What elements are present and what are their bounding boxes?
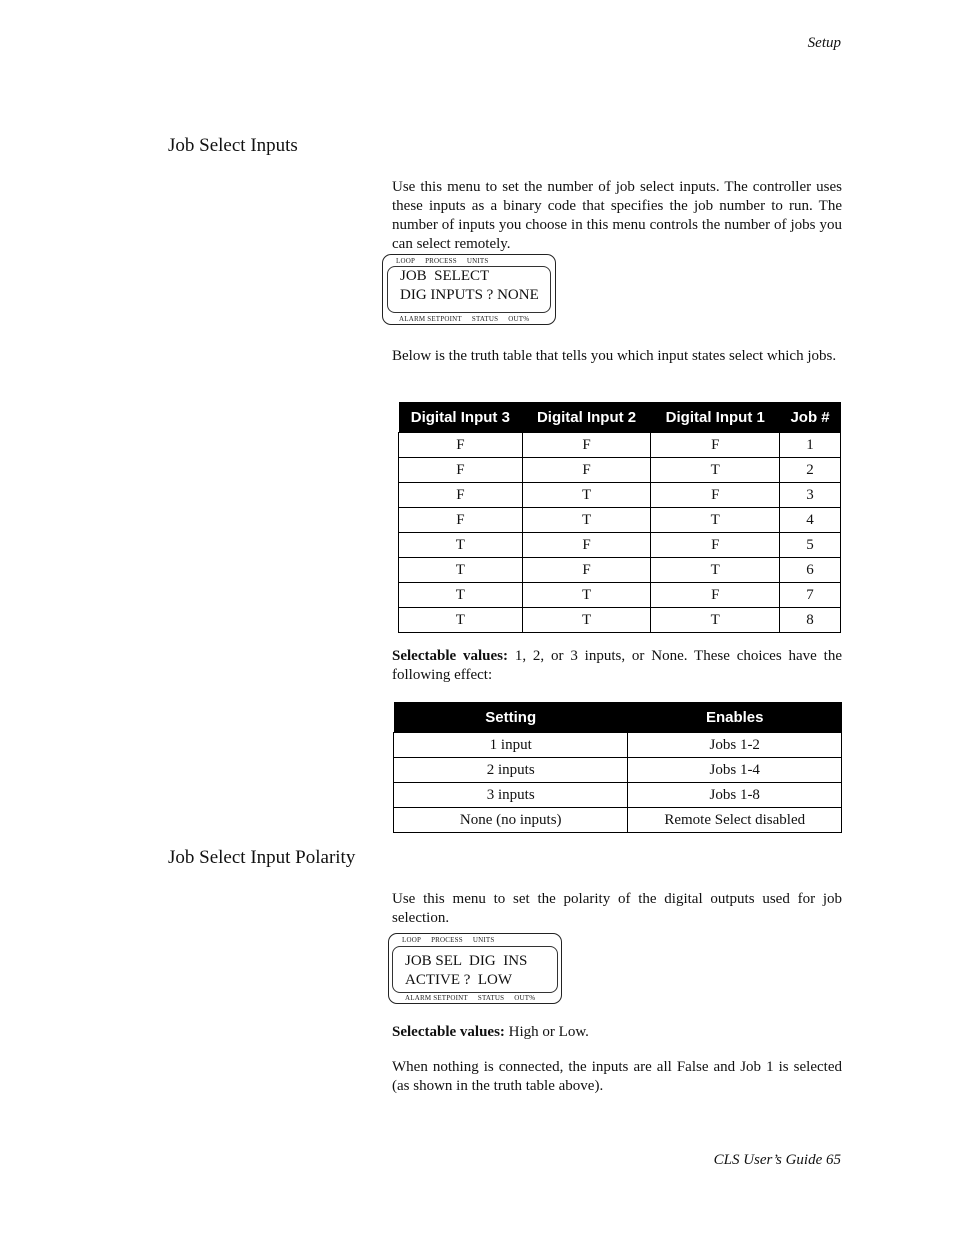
lcd-display-polarity — [388, 933, 562, 1004]
table-cell: F — [522, 458, 651, 483]
table-cell: T — [651, 608, 780, 633]
table-row — [399, 508, 841, 533]
lcd-top-labels — [396, 257, 498, 265]
table-row — [399, 558, 841, 583]
table-cell: F — [651, 583, 780, 608]
selectable-values-text: 1, 2, or 3 inputs, or None. These choices have the following effect: — [392, 648, 842, 683]
lcd-label-out: OUT% — [508, 315, 530, 323]
lcd-display-job-select — [382, 254, 556, 325]
column-header: Setting — [394, 702, 628, 733]
table-cell: 2 inputs — [394, 758, 628, 783]
polarity-intro-paragraph: Use this menu to set the polarity of the digital outputs used for job selection. — [392, 891, 842, 926]
table-cell: F — [399, 508, 523, 533]
lcd-label-alarm-setpoint: ALARM SETPOINT — [399, 315, 462, 323]
table-cell: T — [522, 483, 651, 508]
table-cell: Jobs 1-8 — [628, 783, 842, 808]
table-cell: 7 — [780, 583, 841, 608]
table-cell: T — [399, 533, 523, 558]
lcd-label-loop: LOOP — [402, 936, 422, 944]
table-cell: 1 — [780, 433, 841, 458]
polarity-selectable-values — [392, 1023, 842, 1042]
table-row — [399, 433, 841, 458]
lcd-label-status: STATUS — [477, 994, 505, 1002]
table-cell: F — [651, 533, 780, 558]
column-header: Digital Input 3 — [399, 402, 523, 433]
lcd-bottom-labels — [399, 315, 539, 323]
lcd-label-process: PROCESS — [425, 257, 457, 265]
table-cell: T — [651, 558, 780, 583]
lcd-line-2: DIG INPUTS ? NONE — [400, 287, 539, 303]
lcd-label-units: UNITS — [466, 257, 489, 265]
table-cell: T — [651, 458, 780, 483]
table-cell: F — [399, 433, 523, 458]
table-cell: F — [399, 483, 523, 508]
lcd-label-status: STATUS — [471, 315, 499, 323]
table-cell: T — [651, 508, 780, 533]
table-row — [399, 533, 841, 558]
intro-paragraph: Use this menu to set the number of job select inputs. The controller uses these inputs as a binary code that specifies the job number to run. The number of inputs you choose in this menu controls the number of jobs you can select remotely. — [392, 179, 842, 252]
table-cell: 2 — [780, 458, 841, 483]
lcd-label-loop: LOOP — [396, 257, 416, 265]
table-cell: 8 — [780, 608, 841, 633]
lcd-screen — [387, 266, 551, 313]
table-cell: T — [522, 508, 651, 533]
table-row — [394, 783, 842, 808]
table-row — [399, 583, 841, 608]
selectable-values-label: Selectable values: — [392, 648, 508, 664]
table-cell: F — [399, 458, 523, 483]
table-cell: Remote Select disabled — [628, 808, 842, 833]
section-title-job-select-input-polarity: Job Select Input Polarity — [168, 847, 356, 868]
column-header: Job # — [780, 402, 841, 433]
lcd-label-out: OUT% — [514, 994, 536, 1002]
lcd-label-process: PROCESS — [431, 936, 463, 944]
table-row — [394, 733, 842, 758]
lcd-line-2: ACTIVE ? LOW — [405, 972, 513, 988]
table-row — [394, 808, 842, 833]
column-header: Enables — [628, 702, 842, 733]
table-cell: F — [522, 558, 651, 583]
table-cell: T — [399, 558, 523, 583]
table-cell: F — [651, 433, 780, 458]
lcd-bottom-labels — [405, 994, 545, 1002]
table-cell: T — [399, 608, 523, 633]
lcd-line-1: JOB SELECT — [400, 268, 490, 284]
lcd-label-alarm-setpoint: ALARM SETPOINT — [405, 994, 468, 1002]
settings-table — [393, 702, 842, 833]
table-cell: F — [651, 483, 780, 508]
table-row — [394, 758, 842, 783]
lcd-label-units: UNITS — [472, 936, 495, 944]
table-cell: F — [522, 433, 651, 458]
table-cell: 3 — [780, 483, 841, 508]
table-cell: Jobs 1-2 — [628, 733, 842, 758]
column-header: Digital Input 2 — [522, 402, 651, 433]
table-cell: T — [399, 583, 523, 608]
table-cell: 4 — [780, 508, 841, 533]
column-header: Digital Input 1 — [651, 402, 780, 433]
table-row — [399, 608, 841, 633]
selectable-values-label: Selectable values: — [392, 1024, 505, 1040]
lcd-line-1: JOB SEL DIG INS — [405, 953, 528, 969]
table-cell: 5 — [780, 533, 841, 558]
selectable-values-text: High or Low. — [504, 1024, 589, 1040]
default-note-paragraph: When nothing is connected, the inputs are all False and Job 1 is selected (as shown in the truth table above). — [392, 1059, 842, 1094]
selectable-values-paragraph — [392, 647, 842, 685]
running-header: Setup — [807, 35, 841, 51]
table-cell: T — [522, 583, 651, 608]
settings-table-header-row — [394, 702, 842, 733]
table-cell: None (no inputs) — [394, 808, 628, 833]
truth-table-header-row — [399, 402, 841, 433]
section-title-job-select-inputs: Job Select Inputs — [168, 135, 298, 156]
table-cell: 1 input — [394, 733, 628, 758]
table-cell: 6 — [780, 558, 841, 583]
table-row — [399, 483, 841, 508]
truth-table — [398, 402, 841, 633]
table-cell: 3 inputs — [394, 783, 628, 808]
table-cell: T — [522, 608, 651, 633]
lcd-screen — [392, 946, 558, 993]
truth-table-intro: Below is the truth table that tells you which input states select which jobs. — [392, 348, 837, 364]
table-row — [399, 458, 841, 483]
table-cell: Jobs 1-4 — [628, 758, 842, 783]
lcd-top-labels — [402, 936, 504, 944]
running-footer: CLS User’s Guide 65 — [713, 1152, 841, 1168]
table-cell: F — [522, 533, 651, 558]
